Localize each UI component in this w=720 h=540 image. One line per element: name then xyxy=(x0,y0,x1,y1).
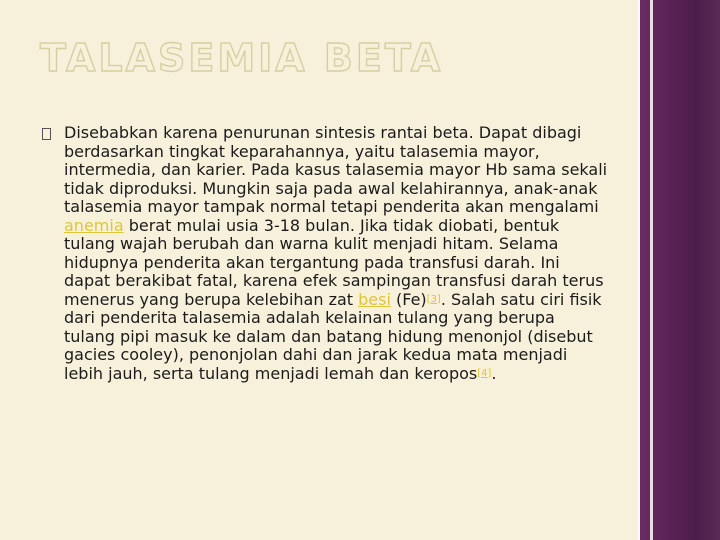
square-bullet-icon xyxy=(42,128,51,140)
besi-link[interactable]: besi xyxy=(358,289,391,309)
decorative-side-band xyxy=(638,0,720,540)
anemia-link[interactable]: anemia xyxy=(64,215,124,235)
slide-title: TALASEMIA BETA xyxy=(40,36,444,80)
bullet-paragraph xyxy=(64,124,609,383)
paragraph-text-1: Disebabkan karena penurunan sintesis rantai beta. Dapat dibagi berdasarkan tingkat keparahannya, yaitu talasemia mayor, intermedia, dan karier. Pada kasus talasemia mayor Hb sama sekali tidak diproduksi. Mungkin saja pada awal kelahirannya, anak-anak talasemia mayor tampak normal tetapi penderita akan mengalami xyxy=(64,123,608,216)
band-accent-line xyxy=(650,0,653,540)
reference-4-link[interactable]: [4] xyxy=(477,367,492,379)
paragraph-text-4: . Salah satu ciri fisik dari penderita talasemia adalah kelainan tulang yang berupa tulang pipi masuk ke dalam dan batang hidung menonjol (disebut gacies cooley), penonjolan dahi dan jarak kedua mata menjadi lebih jauh, serta tulang menjadi lemah dan keropos xyxy=(64,289,602,383)
paragraph-text-2: berat mulai usia 3-18 bulan. Jika tidak diobati, bentuk tulang wajah berubah dan warna kulit menjadi hitam. Selama hidupnya penderita akan tergantung pada transfusi darah. Ini dapat berakibat fatal, karena efek sampingan transfusi darah terus menerus yang berupa kelebihan zat xyxy=(64,215,604,309)
paragraph-text-3: (Fe) xyxy=(390,289,427,309)
reference-3-link[interactable]: [3] xyxy=(426,293,441,305)
paragraph-text-5: . xyxy=(491,363,497,383)
